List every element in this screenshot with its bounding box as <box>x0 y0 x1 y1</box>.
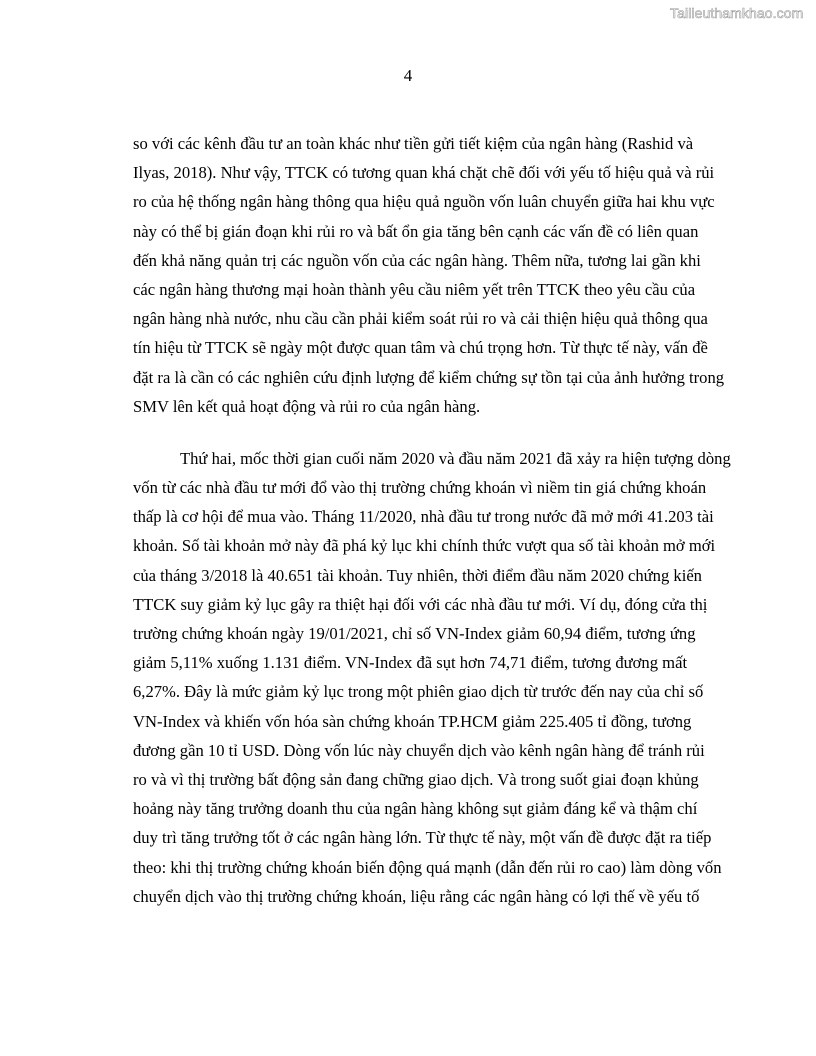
watermark: Tailieuthamkhao.com <box>670 5 804 21</box>
text-line: theo: khi thị trường chứng khoán biến động quá mạnh (dẫn đến rủi ro cao) làm dòng vốn <box>133 857 722 877</box>
text-line: Ilyas, 2018). Như vậy, TTCK có tương quan khá chặt chẽ đối với yếu tố hiệu quả và rủi <box>133 163 715 183</box>
document-body <box>133 129 731 911</box>
text-line: này có thể bị gián đoạn khi rủi ro và bất ổn gia tăng bên cạnh các vấn đề có liên quan <box>133 221 699 241</box>
text-line: ro và vì thị trường bất động sản đang chững giao dịch. Và trong suốt giai đoạn khủng <box>133 769 699 789</box>
text-line: đặt ra là cần có các nghiên cứu định lượng để kiểm chứng sự tồn tại của ảnh hưởng trong <box>133 367 725 387</box>
text-line: 6,27%. Đây là mức giảm kỷ lục trong một phiên giao dịch từ trước đến nay của chỉ số <box>133 682 704 702</box>
text-line: đến khả năng quản trị các nguồn vốn của các ngân hàng. Thêm nữa, tương lai gần khi <box>133 250 701 270</box>
text-line: tín hiệu từ TTCK sẽ ngày một được quan tâm và chú trọng hơn. Từ thực tế này, vấn đề <box>133 338 708 358</box>
text-line: ro của hệ thống ngân hàng thông qua hiệu quả nguồn vốn luân chuyển giữa hai khu vực <box>133 192 715 212</box>
text-line: thấp là cơ hội để mua vào. Tháng 11/2020, nhà đầu tư trong nước đã mở mới 41.203 tài <box>133 507 714 527</box>
paragraph-2 <box>133 444 731 911</box>
text-line: đương gần 10 tỉ USD. Dòng vốn lúc này chuyển dịch vào kênh ngân hàng để tránh rủi <box>133 740 705 760</box>
text-line: hoảng này tăng trưởng doanh thu của ngân hàng không sụt giảm đáng kể và thậm chí <box>133 799 698 819</box>
text-line: SMV lên kết quả hoạt động và rủi ro của ngân hàng. <box>133 396 481 416</box>
paragraph-1 <box>133 129 725 421</box>
text-line: chuyển dịch vào thị trường chứng khoán, liệu rằng các ngân hàng có lợi thế về yếu tố <box>133 886 700 906</box>
text-line: giảm 5,11% xuống 1.131 điểm. VN-Index đã sụt hơn 74,71 điểm, tương đương mất <box>133 653 688 673</box>
text-line: Thứ hai, mốc thời gian cuối năm 2020 và đầu năm 2021 đã xảy ra hiện tượng dòng <box>180 448 731 468</box>
text-line: khoản. Số tài khoản mở này đã phá kỷ lục khi chính thức vượt qua số tài khoản mở mới <box>133 536 716 556</box>
text-line: ngân hàng nhà nước, nhu cầu cần phải kiểm soát rủi ro và cải thiện hiệu quả thông qua <box>133 309 708 329</box>
text-line: trường chứng khoán ngày 19/01/2021, chỉ số VN-Index giảm 60,94 điểm, tương ứng <box>133 624 696 643</box>
text-line: VN-Index và khiến vốn hóa sàn chứng khoán TP.HCM giảm 225.405 tỉ đồng, tương <box>133 711 692 731</box>
text-line: TTCK suy giảm kỷ lục gây ra thiệt hại đối với các nhà đầu tư mới. Ví dụ, đóng cửa thị <box>133 594 708 614</box>
text-line: duy trì tăng trưởng tốt ở các ngân hàng lớn. Từ thực tế này, một vấn đề được đặt ra tiếp <box>133 828 712 848</box>
text-line: các ngân hàng thương mại hoàn thành yêu cầu niêm yết trên TTCK theo yêu cầu của <box>133 279 696 299</box>
text-line: vốn từ các nhà đầu tư mới đổ vào thị trường chứng khoán vì niềm tin giá chứng khoán <box>133 478 707 498</box>
text-line: của tháng 3/2018 là 40.651 tài khoản. Tuy nhiên, thời điểm đầu năm 2020 chứng kiến <box>133 565 702 585</box>
text-line: so với các kênh đầu tư an toàn khác như tiền gửi tiết kiệm của ngân hàng (Rashid và <box>133 134 694 153</box>
page-number: 4 <box>403 66 413 85</box>
